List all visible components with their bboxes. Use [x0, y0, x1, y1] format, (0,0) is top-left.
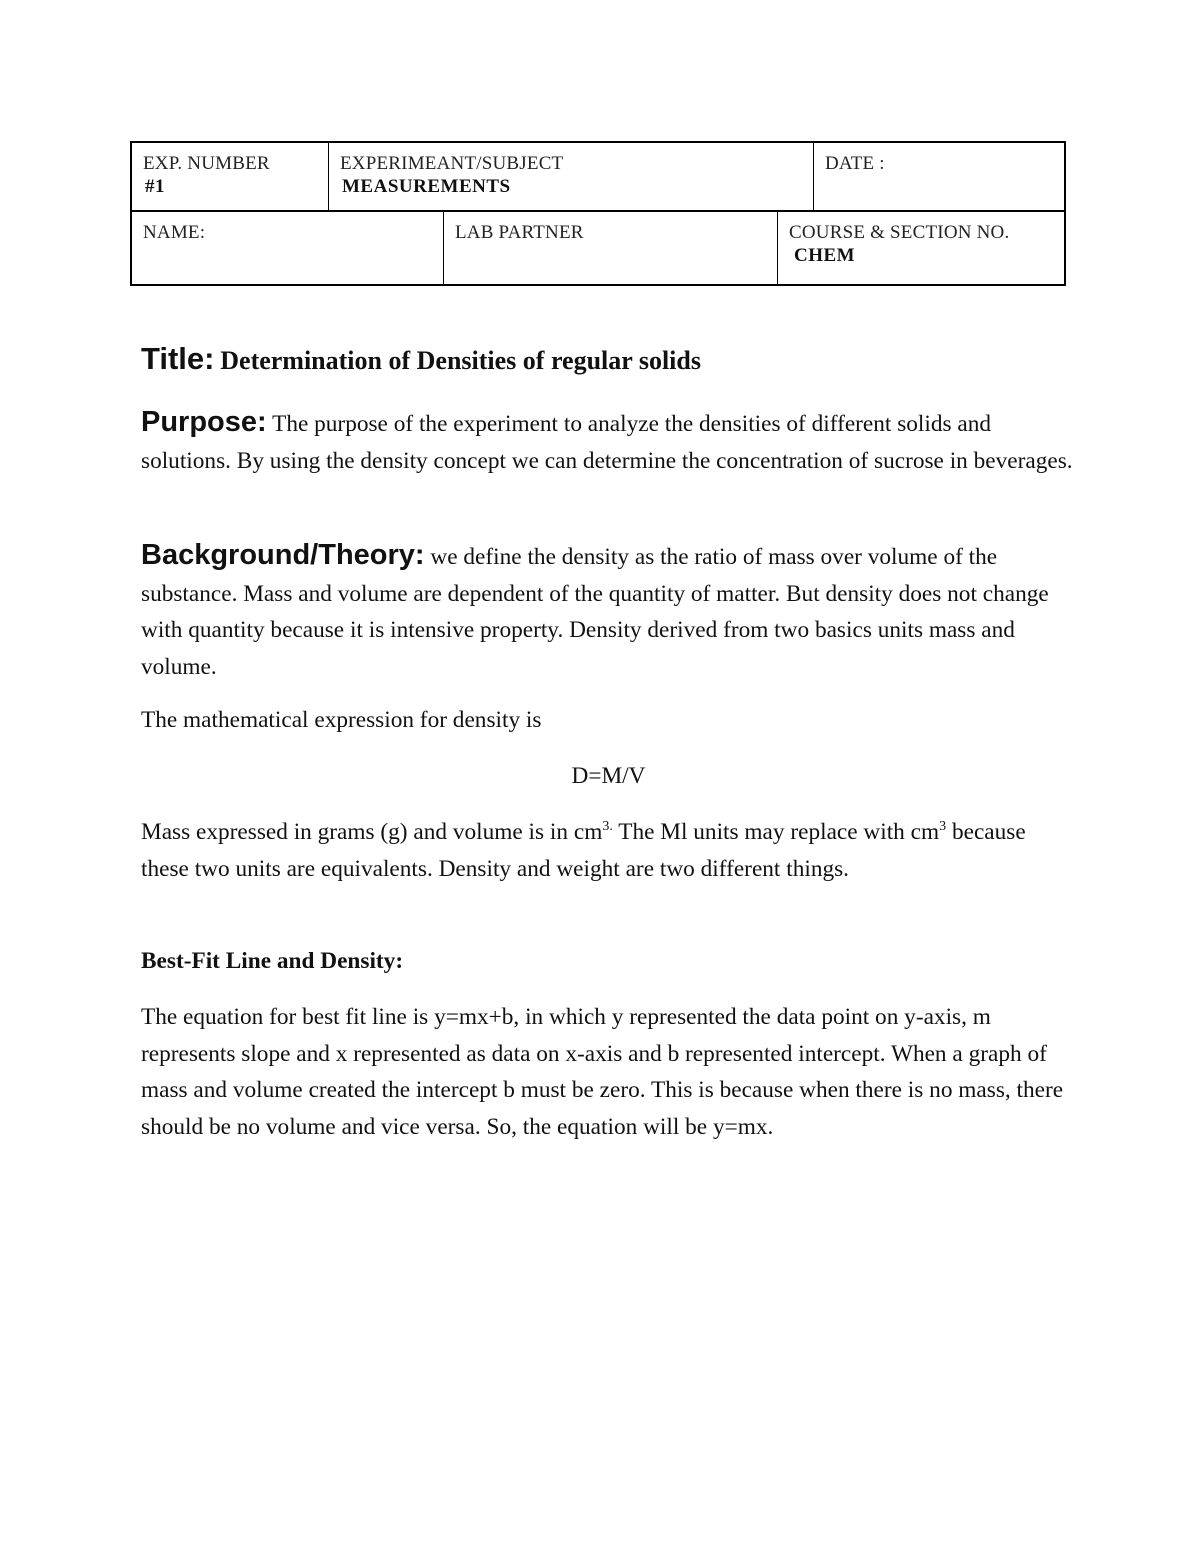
exp-number-value: #1 — [145, 176, 165, 197]
purpose-label: Purpose: — [141, 406, 267, 438]
course-label: COURSE & SECTION NO. — [789, 222, 1010, 243]
purpose-text: The purpose of the experiment to analyze the densities of different solids and solutions. By using the density concept we can determine the concentration of sucrose in beverages. — [141, 411, 1073, 474]
best-fit-heading: Best-Fit Line and Density: — [141, 948, 404, 974]
course-value: CHEM — [794, 245, 856, 266]
date-label: DATE : — [825, 153, 885, 174]
density-formula: D=M/V — [571, 763, 646, 789]
exp-number-cell — [132, 143, 329, 210]
date-cell — [814, 143, 1064, 210]
name-label: NAME: — [143, 222, 206, 243]
title-line — [141, 338, 1071, 383]
background-label: Background/Theory: — [141, 539, 425, 571]
title-label: Title: — [141, 341, 215, 376]
background-paragraph — [141, 537, 1076, 685]
header-row-1 — [130, 141, 1066, 212]
subject-value: MEASUREMENTS — [342, 176, 511, 197]
best-fit-paragraph: The equation for best fit line is y=mx+b, in which y represented the data point on y-axis, m represents slope and x represented as data on x-axis and b represented intercept. When a graph of mass and volume created the intercept b must be zero. This is because when there is no mass, there should be no volume and vice versa. So, the equation will be y=mx. — [141, 1004, 1064, 1140]
purpose-paragraph — [141, 404, 1076, 479]
course-cell — [778, 212, 1064, 284]
units-text-1: Mass expressed in grams (g) and volume is in cm — [141, 819, 603, 845]
subject-label: EXPERIMEANT/SUBJECT — [340, 153, 564, 174]
document-title: Determination of Densities of regular solids — [220, 346, 701, 375]
background-text: we define the density as the ratio of mass over volume of the substance. Mass and volume are dependent of the quantity of matter. But density does not change with quantity because it is intensive property. Density derived from two basics units mass and volume. — [141, 544, 1049, 680]
units-text-3: because these two units are equivalents. Density and weight are two different things. — [141, 819, 1026, 882]
units-superscript-2: 3 — [939, 819, 947, 835]
lab-partner-cell — [444, 212, 778, 284]
math-intro-text: The mathematical expression for density is — [141, 707, 542, 733]
exp-number-label: EXP. NUMBER — [143, 153, 270, 174]
header-row-2 — [130, 212, 1066, 286]
units-text-2: The Ml units may replace with cm — [612, 819, 940, 845]
lab-header-table — [130, 141, 1066, 286]
lab-partner-label: LAB PARTNER — [455, 222, 584, 243]
name-cell — [132, 212, 444, 284]
units-superscript-1: 3. — [602, 819, 613, 835]
units-paragraph — [141, 814, 1076, 887]
subject-cell — [329, 143, 814, 210]
